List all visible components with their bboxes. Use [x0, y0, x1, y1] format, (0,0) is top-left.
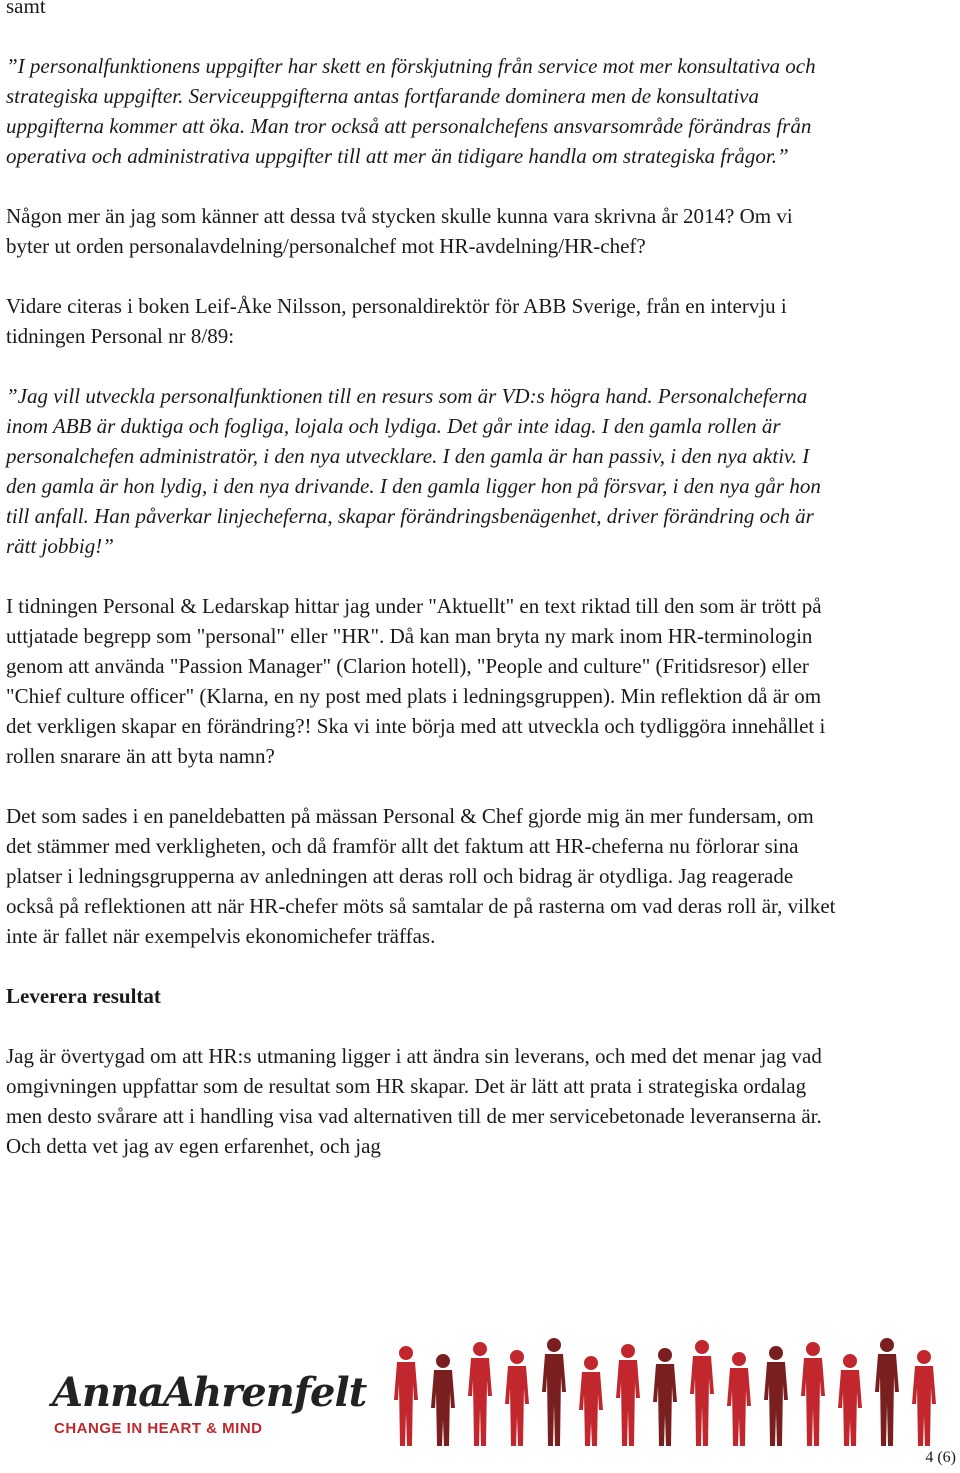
person-figure: [394, 1346, 418, 1446]
paragraph-spacer: [6, 951, 836, 981]
paragraph-spacer: [6, 771, 836, 801]
body-paragraph: Jag är övertygad om att HR:s utmaning ligger i att ändra sin leverans, och med det menar jag vad omgivningen uppfattar som de resultat som HR skapar. Det är lätt att prata i strategiska ordalag men desto svårare att i handling visa vad alternativen till de mer servicebetonade leveranserna är. Och detta vet jag av egen erfarenhet, och jag: [6, 1044, 822, 1158]
person-figure: [727, 1352, 751, 1446]
person-figure: [875, 1338, 899, 1446]
person-figure: [653, 1348, 677, 1446]
anna-ahrenfelt-logo: [52, 1369, 367, 1445]
person-figure: [690, 1340, 714, 1446]
section-heading: Leverera resultat: [6, 984, 161, 1008]
person-figure: [542, 1338, 566, 1446]
quote-paragraph: ”I personalfunktionens uppgifter har skett en förskjutning från service mot mer konsultativa och strategiska uppgifter. Serviceuppgifterna antas fortfarande dominera men de konsultativa uppgifterna kommer att öka. Man tror också att personalchefens ansvarsområde förändras från operativa och administrativa uppgifter till att mer än tidigare handla om strategiska frågor.”: [6, 54, 816, 168]
paragraph-spacer: [6, 351, 836, 381]
paragraph-spacer: [6, 21, 836, 51]
person-figure: [801, 1342, 825, 1446]
page-number: 4 (6): [925, 1449, 956, 1466]
person-figure: [431, 1354, 455, 1446]
person-figure: [505, 1350, 529, 1446]
page-footer: [0, 1330, 960, 1473]
person-figure: [579, 1356, 603, 1446]
paragraph-spacer: [6, 171, 836, 201]
paragraph-spacer: [6, 261, 836, 291]
body-paragraph: samt: [6, 0, 46, 18]
body-paragraph: Vidare citeras i boken Leif-Åke Nilsson, personaldirektör för ABB Sverige, från en intervju i tidningen Personal nr 8/89:: [6, 294, 787, 348]
logo-name: AnnaAhrenfelt: [52, 1369, 367, 1416]
document-body: [6, 0, 836, 1161]
body-paragraph: Någon mer än jag som känner att dessa två stycken skulle kunna vara skrivna år 2014? Om vi byter ut orden personalavdelning/personalchef mot HR-avdelning/HR-chef?: [6, 204, 793, 258]
person-figure: [616, 1344, 640, 1446]
person-figure: [912, 1350, 936, 1446]
body-paragraph: Det som sades i en paneldebatten på mässan Personal & Chef gjorde mig än mer fundersam, om det stämmer med verkligheten, och då framför allt det faktum att HR-cheferna nu förlorar sina platser i ledningsgrupperna av anledningen att deras roll och bidrag är otydliga. Jag reagerade också på reflektionen att när HR-chefer möts så samtalar de på rasterna om vad deras roll är, vilket inte är fallet när exempelvis ekonomichefer träffas.: [6, 804, 836, 948]
person-figure: [838, 1354, 862, 1446]
logo-tagline: CHANGE IN HEART & MIND: [54, 1420, 263, 1437]
paragraph-spacer: [6, 561, 836, 591]
person-figure: [764, 1346, 788, 1446]
people-figures-graphic: [388, 1334, 960, 1446]
person-figure: [468, 1342, 492, 1446]
quote-paragraph: ”Jag vill utveckla personalfunktionen till en resurs som är VD:s högra hand. Personalcheferna inom ABB är duktiga och fogliga, lojala och lydiga. Det går inte idag. I den gamla rollen är personalchefen administratör, i den nya utvecklare. I den gamla är han passiv, i den nya aktiv. I den gamla är hon lydig, i den nya drivande. I den gamla ligger hon på försvar, i den nya går hon till anfall. Han påverkar linjecheferna, skapar förändringsbenägenhet, driver förändring och är rätt jobbig!”: [6, 384, 821, 558]
paragraph-spacer: [6, 1011, 836, 1041]
body-paragraph: I tidningen Personal & Ledarskap hittar jag under "Aktuellt" en text riktad till den som är trött på uttjatade begrepp som "personal" eller "HR". Då kan man bryta ny mark inom HR-terminologin genom att använda "Passion Manager" (Clarion hotell), "People and culture" (Fritidsresor) eller "Chief culture officer" (Klarna, en ny post med plats i ledningsgruppen). Min reflektion då är om det verkligen skapar en förändring?! Ska vi inte börja med att utveckla och tydliggöra innehållet i rollen snarare än att byta namn?: [6, 594, 826, 768]
